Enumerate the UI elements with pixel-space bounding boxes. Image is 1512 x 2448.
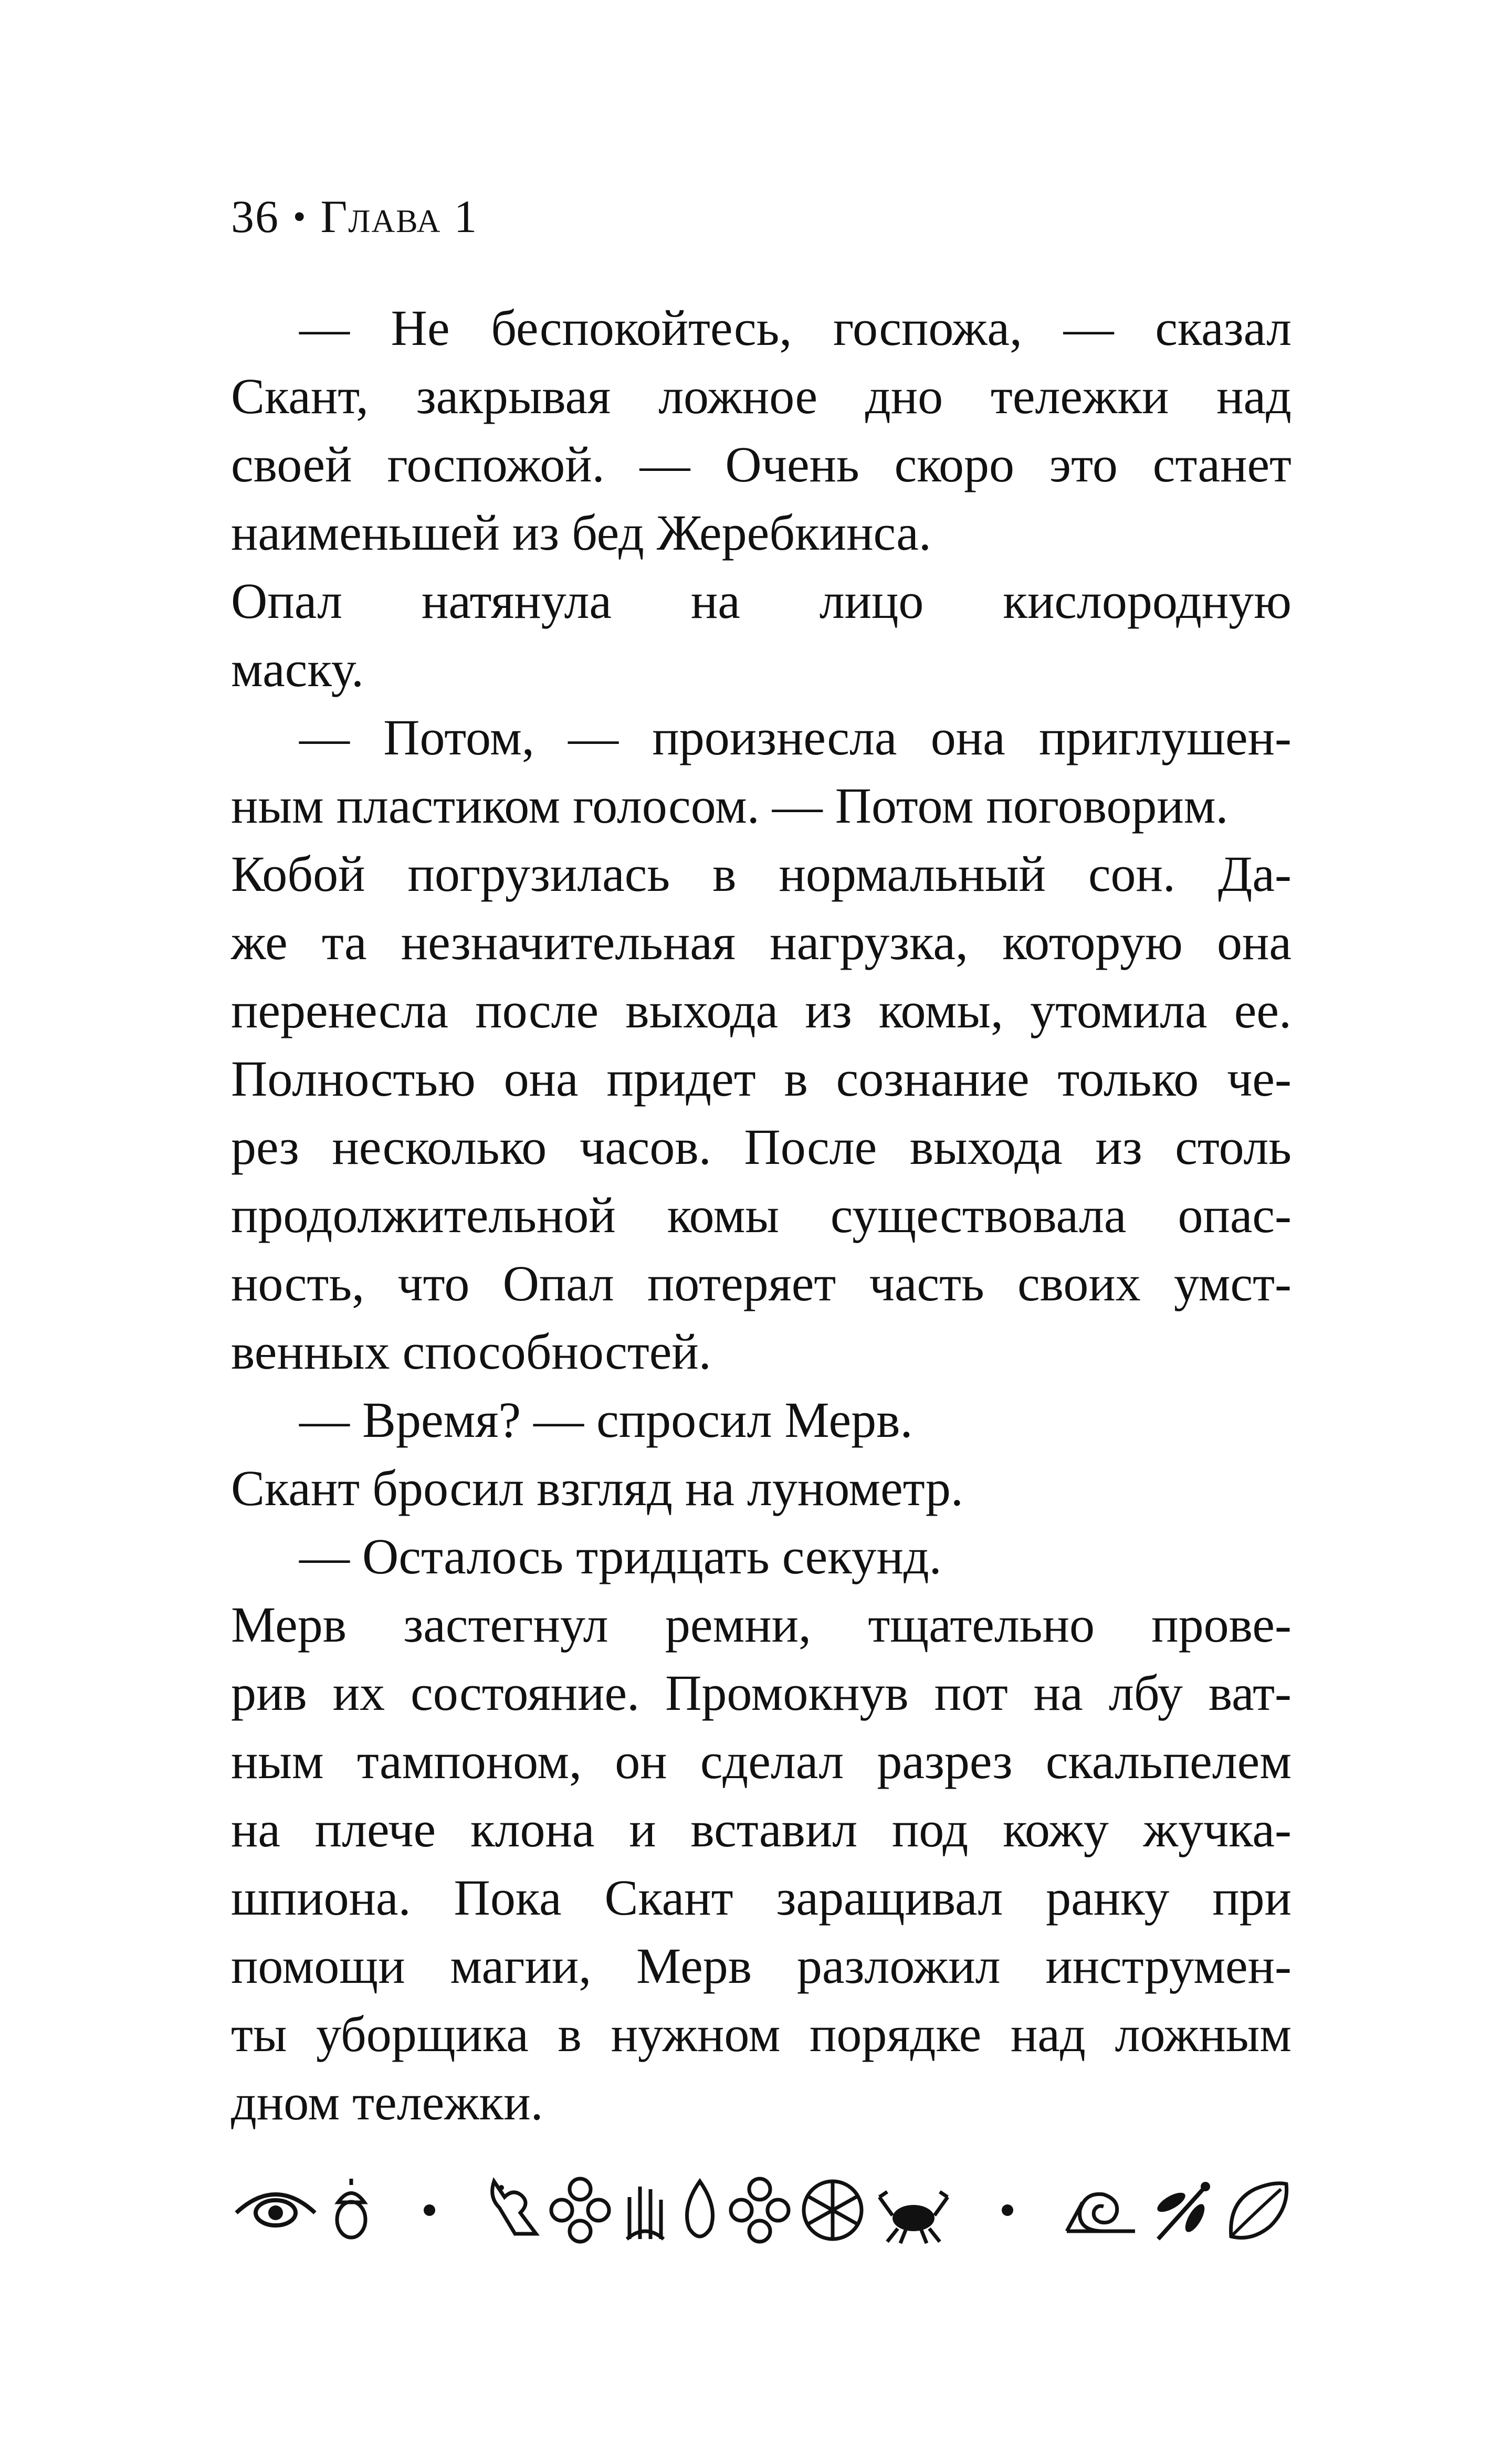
ornament-group-right <box>1062 2176 1292 2244</box>
text-line: помощи магии, Мерв разложил инструмен- <box>231 1938 1292 1994</box>
text-line: Скант, закрывая ложное дно тележки над <box>231 368 1292 424</box>
text-line: — Осталось тридцать секунд. <box>299 1528 942 1584</box>
wheel-icon <box>799 2176 867 2244</box>
acorn-icon <box>328 2179 375 2242</box>
crab-icon <box>874 2176 953 2244</box>
text-line: на плече клона и вставил под кожу жучка- <box>231 1801 1292 1857</box>
text-line: маску. <box>231 641 364 697</box>
text-line: Кобой погрузилась в нормальный сон. Да- <box>231 846 1292 902</box>
text-line: перенесла после выхода из комы, утомила ее. <box>231 982 1292 1038</box>
text-line: наименьшей из бед Жеребкинса. <box>231 505 931 561</box>
running-head <box>231 192 478 243</box>
snail-icon <box>1062 2181 1140 2239</box>
text-line: шпиона. Пока Скант заращивал ранку при <box>231 1869 1292 1926</box>
page-number: 36 <box>231 192 279 243</box>
bird-icon <box>484 2176 541 2244</box>
dragonfly-icon <box>1148 2176 1216 2244</box>
chapter-title: Глава 1 <box>320 192 478 243</box>
text-line: Опал натянула на лицо кислородную <box>231 573 1292 629</box>
leaf-icon <box>1223 2176 1292 2244</box>
ornament-group-left <box>231 2179 375 2242</box>
text-line: — Время? — спросил Мерв. <box>299 1392 913 1448</box>
text-line: ным пластиком голосом. — Потом поговорим. <box>231 778 1228 834</box>
gnommish-ornament-row <box>231 2163 1292 2257</box>
hand-icon <box>619 2176 671 2244</box>
text-line: рив их состояние. Промокнув пот на лбу ват- <box>231 1665 1292 1721</box>
text-line: ты уборщика в нужном порядке над ложным <box>231 2006 1292 2062</box>
body-text <box>231 294 1292 2137</box>
text-line: же та незначительная нагрузка, которую она <box>231 914 1292 970</box>
text-line: Мерв застегнул ремни, тщательно прове- <box>231 1596 1292 1653</box>
flame-icon <box>679 2176 721 2244</box>
ornament-group-middle <box>484 2176 953 2244</box>
text-line: — Потом, — произнесла она приглушен- <box>299 709 1292 765</box>
ornament-dot <box>424 2204 435 2216</box>
text-line: рез несколько часов. После выхода из столь <box>231 1119 1292 1175</box>
header-separator: • <box>293 197 307 237</box>
text-line: венных способностей. <box>231 1323 711 1380</box>
knot-icon <box>549 2176 612 2244</box>
text-line: Скант бросил взгляд на лунометр. <box>231 1460 963 1516</box>
text-line: своей госпожой. — Очень скоро это станет <box>231 436 1292 492</box>
text-line: ным тампоном, он сделал разрез скальпелем <box>231 1733 1292 1789</box>
text-line: Полностью она придет в сознание только че- <box>231 1050 1292 1107</box>
knot-icon <box>728 2176 791 2244</box>
text-line: ность, что Опал потеряет часть своих умст- <box>231 1255 1292 1311</box>
text-line: дном тележки. <box>231 2074 543 2130</box>
ornament-dot <box>1002 2204 1013 2216</box>
text-line: продолжительной комы существовала опас- <box>231 1187 1292 1243</box>
text-line: — Не беспокойтесь, госпожа, — сказал <box>299 300 1292 356</box>
eye-icon <box>231 2181 320 2239</box>
